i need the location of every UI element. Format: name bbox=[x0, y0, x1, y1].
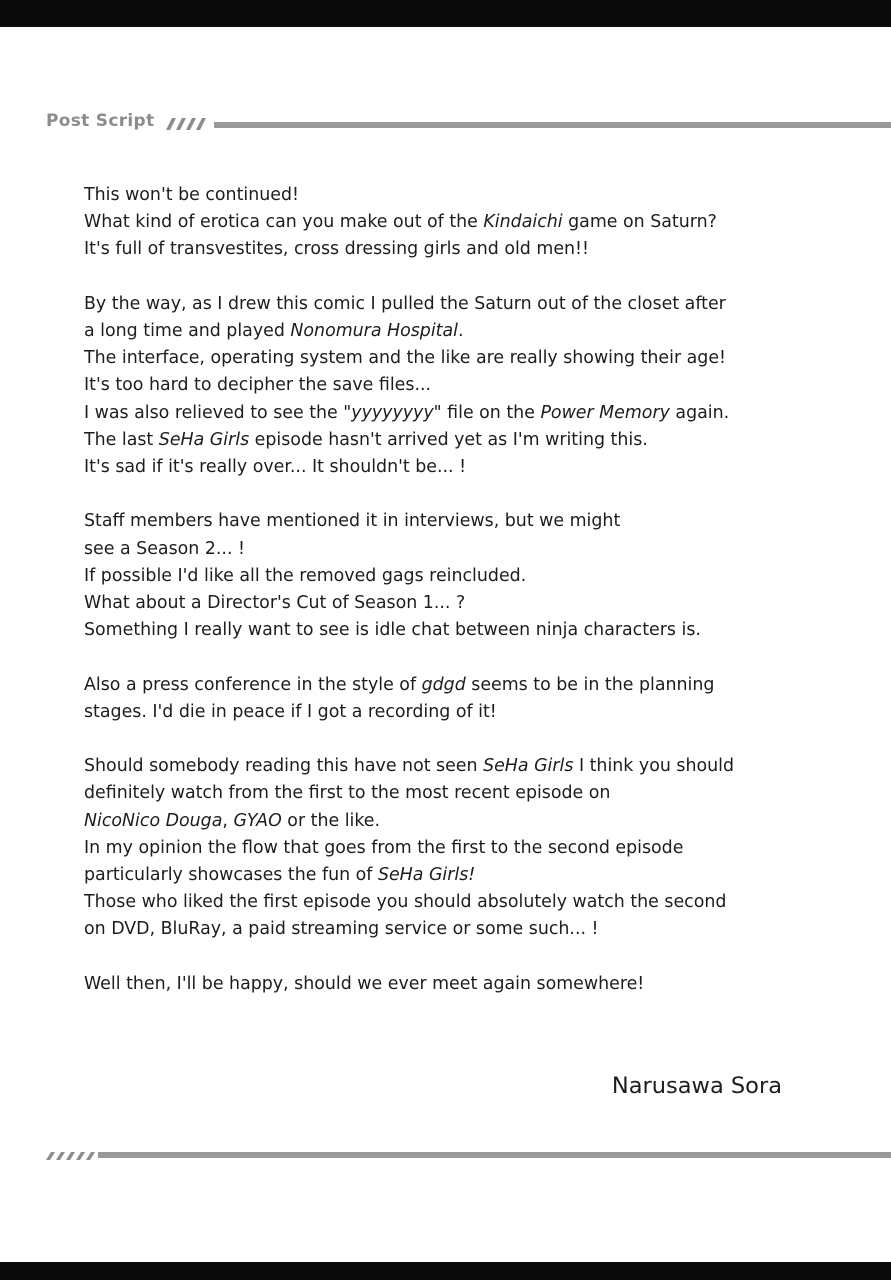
paragraph bbox=[84, 753, 804, 943]
line-segment: particularly showcases the fun of bbox=[84, 865, 378, 886]
line-segment: What kind of erotica can you make out of the bbox=[84, 212, 484, 233]
italic-title-text: SeHa Girls! bbox=[377, 865, 476, 886]
text-line bbox=[84, 889, 804, 916]
italic-title-text: Power Memory bbox=[540, 402, 670, 423]
line-segment: Should somebody reading this have not seen bbox=[84, 756, 484, 777]
line-segment: This won't be continued! bbox=[84, 185, 299, 205]
text-line bbox=[84, 916, 804, 943]
line-segment: episode hasn't arrived yet as I'm writing this. bbox=[249, 429, 648, 450]
line-segment: The interface, operating system and the like are really showing their age! bbox=[84, 348, 727, 369]
text-line bbox=[84, 780, 804, 807]
line-segment: file on the bbox=[441, 402, 541, 423]
line-segment: Well then, I'll be happy, should we ever meet again somewhere! bbox=[84, 973, 645, 994]
text-line bbox=[84, 862, 804, 889]
italic-title-text: GYAO bbox=[233, 810, 282, 831]
text-line bbox=[84, 508, 804, 535]
line-segment: on DVD, BluRay, a paid streaming service or some such... ! bbox=[84, 919, 599, 940]
line-segment: Staff members have mentioned it in interviews, but we might bbox=[84, 511, 621, 532]
line-segment: , bbox=[222, 810, 234, 831]
text-line bbox=[84, 345, 804, 372]
line-segment: definitely watch from the first to the most recent episode on bbox=[84, 783, 611, 804]
text-line bbox=[84, 699, 804, 726]
line-segment: In my opinion the flow that goes from the first to the second episode bbox=[84, 837, 684, 858]
text-line bbox=[84, 209, 804, 236]
text-line bbox=[84, 590, 804, 617]
paragraph bbox=[84, 971, 804, 998]
line-segment: If possible I'd like all the removed gags reincluded. bbox=[84, 565, 527, 586]
italic-title-text: "yyyyyyyy" bbox=[343, 402, 442, 423]
text-line bbox=[84, 427, 804, 454]
line-segment: . bbox=[457, 321, 464, 341]
line-segment: It's too hard to decipher the save files... bbox=[84, 375, 432, 396]
text-line bbox=[84, 563, 804, 590]
page-title: Post Script bbox=[46, 111, 155, 131]
line-segment: Something I really want to see is idle chat between ninja characters is. bbox=[84, 620, 701, 641]
line-segment: see a Season 2... ! bbox=[84, 538, 245, 559]
paragraph bbox=[84, 291, 804, 481]
line-segment: Also a press conference in the style of bbox=[84, 674, 422, 695]
slash-decoration-icon bbox=[46, 1151, 98, 1161]
text-line bbox=[84, 753, 804, 780]
section-header bbox=[46, 111, 891, 135]
paragraph bbox=[84, 182, 804, 264]
text-line bbox=[84, 835, 804, 862]
italic-title-text: Kindaichi bbox=[483, 212, 563, 233]
bottom-border bbox=[0, 1262, 891, 1280]
footer-decoration bbox=[46, 1148, 891, 1162]
line-segment: game on Saturn? bbox=[562, 212, 717, 233]
italic-title-text: gdgd bbox=[421, 674, 466, 695]
line-segment: I was also relieved to see the bbox=[84, 402, 344, 423]
text-line bbox=[84, 617, 804, 644]
line-segment: By the way, as I drew this comic I pulled the Saturn out of the closet after bbox=[84, 293, 726, 314]
line-segment: again. bbox=[669, 402, 730, 423]
line-segment: Those who liked the first episode you should absolutely watch the second bbox=[84, 892, 727, 913]
line-segment: a long time and played bbox=[84, 321, 291, 341]
header-rule bbox=[214, 122, 891, 128]
text-line bbox=[84, 454, 804, 481]
line-segment: What about a Director's Cut of Season 1... ? bbox=[84, 593, 466, 614]
author-signature: Narusawa Sora bbox=[611, 1073, 782, 1099]
italic-title-text: SeHa Girls bbox=[483, 756, 574, 777]
text-line bbox=[84, 372, 804, 399]
top-border bbox=[0, 0, 891, 27]
text-line bbox=[84, 182, 804, 209]
text-line bbox=[84, 971, 804, 998]
text-line bbox=[84, 291, 804, 318]
italic-title-text: SeHa Girls bbox=[158, 429, 250, 450]
text-line bbox=[84, 236, 804, 263]
line-segment: It's full of transvestites, cross dressing girls and old men!! bbox=[84, 239, 589, 260]
paragraph bbox=[84, 672, 804, 726]
text-line bbox=[84, 318, 804, 345]
footer-rule bbox=[98, 1152, 891, 1158]
italic-title-text: NicoNico Douga bbox=[84, 810, 223, 831]
text-line bbox=[84, 536, 804, 563]
text-line bbox=[84, 672, 804, 699]
paragraph bbox=[84, 508, 804, 644]
slash-decoration-icon bbox=[162, 117, 212, 131]
line-segment: I think you should bbox=[573, 756, 734, 777]
line-segment: The last bbox=[84, 429, 159, 450]
line-segment: seems to be in the planning bbox=[465, 674, 715, 695]
text-line bbox=[84, 808, 804, 835]
text-line bbox=[84, 400, 804, 427]
line-segment: It's sad if it's really over... It shouldn't be... ! bbox=[84, 457, 467, 478]
italic-title-text: Nonomura Hospital bbox=[290, 321, 458, 341]
post-script-body bbox=[84, 182, 804, 1025]
line-segment: or the like. bbox=[281, 810, 381, 831]
line-segment: stages. I'd die in peace if I got a recording of it! bbox=[84, 701, 497, 722]
